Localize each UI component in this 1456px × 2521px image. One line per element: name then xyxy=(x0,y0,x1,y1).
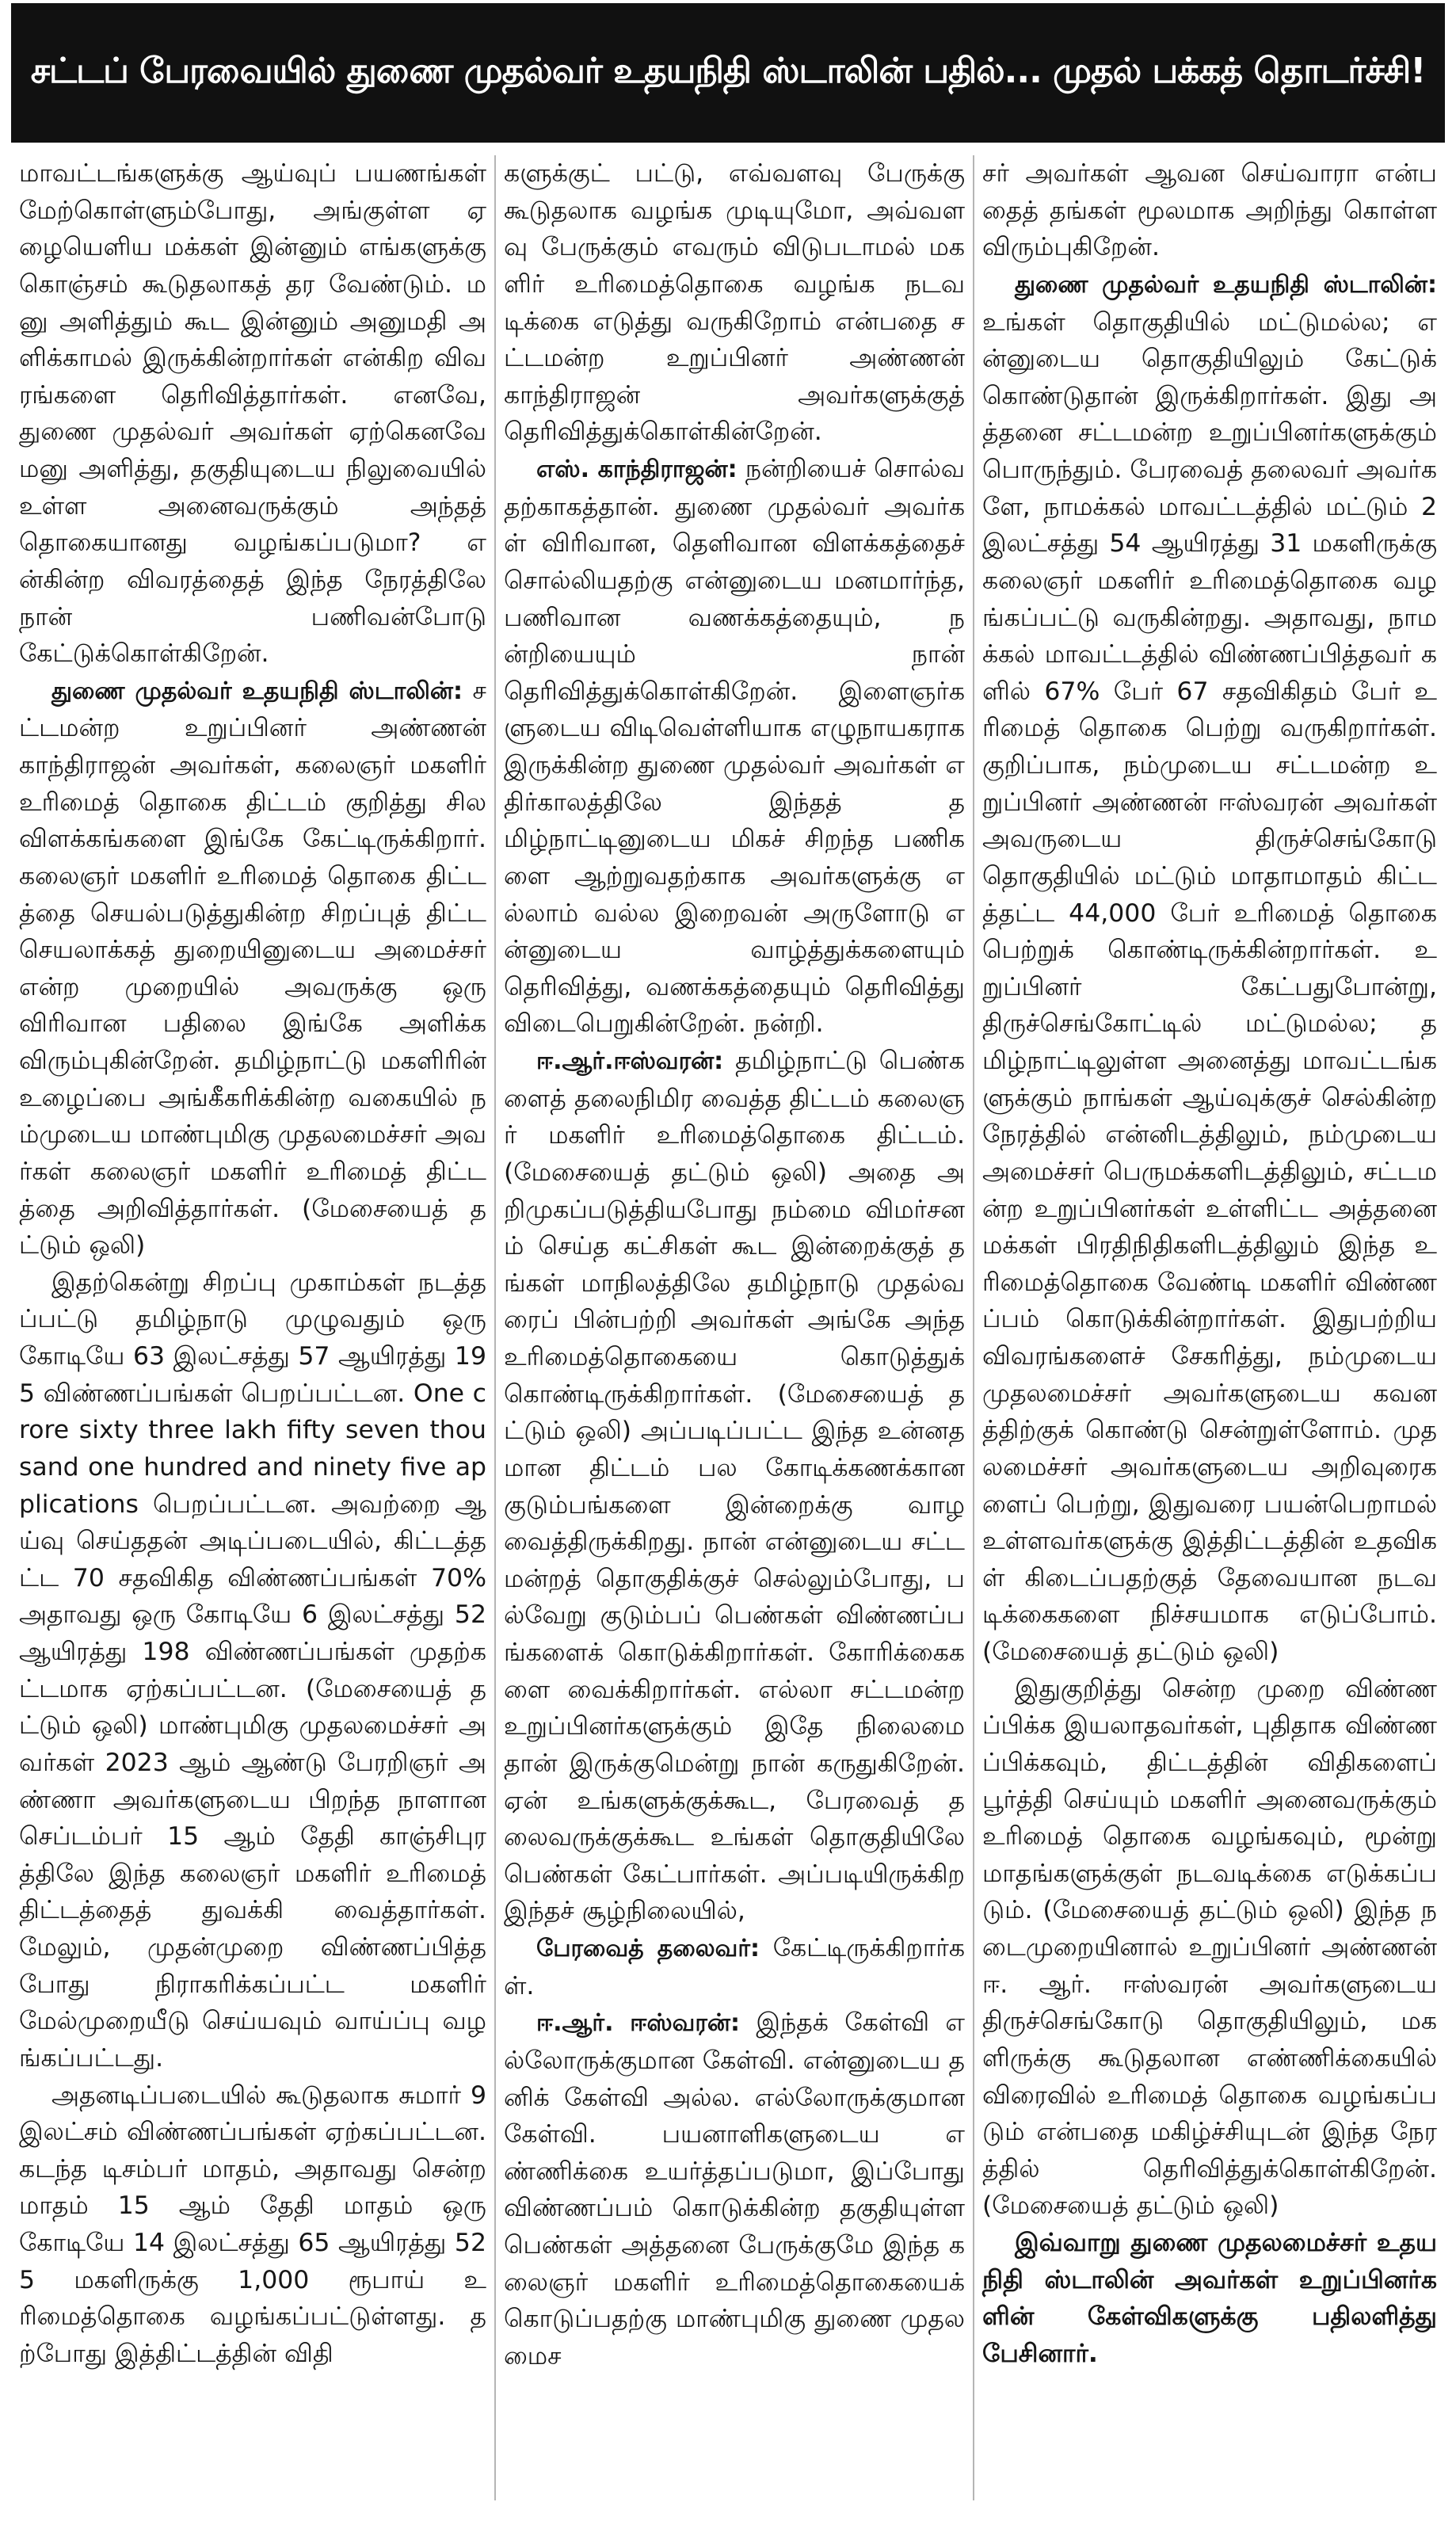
paragraph xyxy=(982,266,1437,1671)
speaker-name: ஈ.ஆர்.ஈஸ்வரன்: xyxy=(536,1047,724,1075)
speech-text: சட்டமன்ற உறுப்பினர் அண்ணன் காந்திராஜன் அவர்கள், கலைஞர் மகளிர் உரிமைத் தொகை திட்டம் குறித்து சில விளக்கங்களை இங்கே கேட்டிருக்கிறார். கலைஞர் மகளிர் உரிமைத் தொகை திட்டத்தை செயல்படுத்துகின்ற சிறப்புத் திட்ட செயலாக்கத் துறையினுடைய அமைச்சர் என்ற முறையில் அவருக்கு ஒரு விரிவான பதிலை இங்கே அளிக்க விரும்புகின்றேன். தமிழ்நாட்டு மகளிரின் உழைப்பை அங்கீகரிக்கின்ற வகையில் நம்முடைய மாண்புமிகு முதலமைச்சர் அவர்கள் கலைஞர் மகளிர் உரிமைத் திட்டத்தை அறிவித்தார்கள். (மேசையைத் தட்டும் ஒலி) xyxy=(19,676,486,1260)
paragraph: சர் அவர்கள் ஆவன செய்வாரா என்பதைத் தங்கள் மூலமாக அறிந்து கொள்ள விரும்புகிறேன். xyxy=(982,159,1437,262)
speaker-name: துணை முதல்வர் உதயநிதி ஸ்டாலின்: xyxy=(51,677,463,705)
paragraph xyxy=(504,1043,965,1930)
newspaper-page xyxy=(0,3,1456,2521)
speaker-name: துணை முதல்வர் உதயநிதி ஸ்டாலின்: xyxy=(1014,270,1437,299)
headline: சட்டப் பேரவையில் துணை முதல்வர் உதயநிதி ஸ்டாலின் பதில்... முதல் பக்கத் தொடர்ச்சி! xyxy=(30,50,1426,91)
headline-banner xyxy=(11,3,1445,143)
speech-text: தமிழ்நாட்டு பெண்களைத் தலைநிமிர வைத்த திட்டம் கலைஞர் மகளிர் உரிமைத்தொகை திட்டம். (மேசையைத் தட்டும் ஒலி) அதை அறிமுகப்படுத்தியபோது நம்மை விமர்சனம் செய்த கட்சிகள் கூட இன்றைக்குத் தங்கள் மாநிலத்திலே தமிழ்நாடு முதல்வரைப் பின்பற்றி அவர்கள் அங்கே அந்த உரிமைத்தொகையை கொடுத்துக் கொண்டிருக்கிறார்கள். (மேசையைத் தட்டும் ஒலி) அப்படிப்பட்ட இந்த உன்னதமான திட்டம் பல கோடிக்கணக்கான குடும்பங்களை இன்றைக்கு வாழ வைத்திருக்கிறது. நான் என்னுடைய சட்டமன்றத் தொகுதிக்குச் செல்லும்போது, பல்வேறு குடும்பப் பெண்கள் விண்ணப்பங்களைக் கொடுக்கிறார்கள். கோரிக்கைகளை வைக்கிறார்கள். எல்லா சட்டமன்ற உறுப்பினர்களுக்கும் இதே நிலைமை தான் இருக்குமென்று நான் கருதுகிறேன். ஏன் உங்களுக்குக்கூட, பேரவைத் தலைவருக்குக்கூட உங்கள் தொகுதியிலே பெண்கள் கேட்பார்கள். அப்படியிருக்கிற இந்தச் சூழ்நிலையில், xyxy=(504,1047,966,1926)
speech-text: நன்றியைச் சொல்வதற்காகத்தான். துணை முதல்வர் அவர்கள் விரிவான, தெளிவான விளக்கத்தைச் சொல்லியதற்கு என்னுடைய மனமார்ந்த, பணிவான வணக்கத்தையும், நன்றியையும் நான் தெரிவித்துக்கொள்கிறேன். இளைஞர்களுடைய விடிவெள்ளியாக எழுநாயகராக இருக்கின்ற துணை முதல்வர் அவர்கள் எதிர்காலத்திலே இந்தத் தமிழ்நாட்டினுடைய மிகச் சிறந்த பணிகளை ஆற்றுவதற்காக அவர்களுக்கு எல்லாம் வல்ல இறைவன் அருளோடு என்னுடைய வாழ்த்துக்களையும் தெரிவித்து, வணக்கத்தையும் தெரிவித்து விடைபெறுகின்றேன். நன்றி. xyxy=(504,455,965,1039)
paragraph: மாவட்டங்களுக்கு ஆய்வுப் பயணங்கள் மேற்கொள்ளும்போது, அங்குள்ள ஏழையெளிய மக்கள் இன்னும் எங்களுக்கு கொஞ்சம் கூடுதலாகத் தர வேண்டும். மனு அளித்தும் கூட இன்னும் அனுமதி அளிக்காமல் இருக்கின்றார்கள் என்கிற விவரங்களை தெரிவித்தார்கள். எனவே, துணை முதல்வர் அவர்கள் ஏற்கெனவே மனு அளித்து, தகுதியுடைய நிலுவையில் உள்ள அனைவருக்கும் அந்தத் தொகையானது வழங்கப்படுமா? என்கின்ற விவரத்தைத் இந்த நேரத்திலே நான் பணிவன்போடு கேட்டுக்கொள்கிறேன். xyxy=(19,159,486,669)
paragraph xyxy=(504,1930,965,2004)
speaker-name: பேரவைத் தலைவர்: xyxy=(536,1935,760,1962)
column-1 xyxy=(11,155,494,2500)
speaker-name: ஈ.ஆர். ஈஸ்வரன்: xyxy=(536,2009,740,2038)
speech-text: உங்கள் தொகுதியில் மட்டுமல்ல; என்னுடைய தொகுதியிலும் கேட்டுக் கொண்டுதான் இருக்கிறார்கள். இது அத்தனை சட்டமன்ற உறுப்பினர்களுக்கும் பொருந்தும். பேரவைத் தலைவர் அவர்களே, நாமக்கல் மாவட்டத்தில் மட்டும் 2 இலட்சத்து 54 ஆயிரத்து 31 மகளிருக்கு கலைஞர் மகளிர் உரிமைத்தொகை வழங்கப்பட்டு வருகின்றது. அதாவது, நாமக்கல் மாவட்டத்தில் விண்ணப்பித்தவர் களில் 67% பேர் 67 சதவிகிதம் பேர் உரிமைத் தொகை பெற்று வருகிறார்கள். குறிப்பாக, நம்முடைய சட்டமன்ற உறுப்பினர் அண்ணன் ஈஸ்வரன் அவர்கள் அவருடைய திருச்செங்கோடு தொகுதியில் மட்டும் மாதாமாதம் கிட்டத்தட்ட 44,000 பேர் உரிமைத் தொகை பெற்றுக் கொண்டிருக்கின்றார்கள். உறுப்பினர் கேட்பதுபோன்று, திருச்செங்கோட்டில் மட்டுமல்ல; தமிழ்நாட்டிலுள்ள அனைத்து மாவட்டங்களுக்கும் நாங்கள் ஆய்வுக்குச் செல்கின்ற நேரத்தில் என்னிடத்திலும், நம்முடைய அமைச்சர் பெருமக்களிடத்திலும், சட்டமன்ற உறுப்பினர்கள் உள்ளிட்ட அத்தனை மக்கள் பிரதிநிதிகளிடத்திலும் இந்த உரிமைத்தொகை வேண்டி மகளிர் விண்ணப்பம் கொடுக்கின்றார்கள். இதுபற்றிய விவரங்களைச் சேகரித்து, நம்முடைய முதலமைச்சர் அவர்களுடைய கவனத்திற்குக் கொண்டு சென்றுள்ளோம். முதலமைச்சர் அவர்களுடைய அறிவுரைகளைப் பெற்று, இதுவரை பயன்பெறாமல் உள்ளவர்களுக்கு இத்திட்டத்தின் உதவிகள் கிடைப்பதற்குத் தேவையான நடவடிக்கைகளை நிச்சயமாக எடுப்போம். (மேசையைத் தட்டும் ஒலி) xyxy=(982,307,1437,1666)
paragraph: அதனடிப்படையில் கூடுதலாக சுமார் 9 இலட்சம் விண்ணப்பங்கள் ஏற்கப்பட்டன. கடந்த டிசம்பர் மாதம், அதாவது சென்ற மாதம் 15 ஆம் தேதி மாதம் ஒரு கோடியே 14 இலட்சத்து 65 ஆயிரத்து 525 மகளிருக்கு 1,000 ரூபாய் உரிமைத்தொகை வழங்கப்பட்டுள்ளது. தற்போது இத்திட்டத்தின் விதி xyxy=(19,2080,486,2368)
paragraph xyxy=(504,451,965,1043)
paragraph: களுக்குட் பட்டு, எவ்வளவு பேருக்கு கூடுதலாக வழங்க முடியுமோ, அவ்வளவு பேருக்கும் எவரும் விடுபடாமல் மகளிர் உரிமைத்தொகை வழங்க நடவடிக்கை எடுத்து வருகிறோம் என்பதை சட்டமன்ற உறுப்பினர் அண்ணன் காந்திராஜன் அவர்களுக்குத் தெரிவித்துக்கொள்கின்றேன். xyxy=(504,159,965,447)
closing-paragraph: இவ்வாறு துணை முதலமைச்சர் உதயநிதி ஸ்டாலின் அவர்கள் உறுப்பினர்களின் கேள்விகளுக்கு பதிலளித்து பேசினார். xyxy=(982,2229,1437,2368)
paragraph xyxy=(19,673,486,1264)
paragraph: இதுகுறித்து சென்ற முறை விண்ணப்பிக்க இயலாதவர்கள், புதிதாக விண்ணப்பிக்கவும், திட்டத்தின் விதிகளைப் பூர்த்தி செய்யும் மகளிர் அனைவருக்கும் உரிமைத் தொகை வழங்கவும், மூன்று மாதங்களுக்குள் நடவடிக்கை எடுக்கப்படும். (மேசையைத் தட்டும் ஒலி) இந்த நடைமுறையினால் உறுப்பினர் அண்ணன் ஈ. ஆர். ஈஸ்வரன் அவர்களுடைய திருச்செங்கோடு தொகுதியிலும், மகளிருக்கு கூடுதலான எண்ணிக்கையில் விரைவில் உரிமைத் தொகை வழங்கப்படும் என்பதை மகிழ்ச்சியுடன் இந்த நேரத்தில் தெரிவித்துக்கொள்கிறேன். (மேசையைத் தட்டும் ஒலி) xyxy=(982,1674,1437,2221)
article-columns xyxy=(11,155,1445,2500)
column-3 xyxy=(973,155,1445,2500)
paragraph xyxy=(504,2004,965,2374)
speaker-name: எஸ். காந்திராஜன்: xyxy=(536,456,738,483)
column-2 xyxy=(494,155,973,2500)
speech-text: கேட்டிருக்கிறார்கள். xyxy=(504,1934,965,2000)
speech-text: இந்தக் கேள்வி எல்லோருக்குமான கேள்வி. என்னுடைய தனிக் கேள்வி அல்ல. எல்லோருக்குமான கேள்வி. பயனாளிகளுடைய எண்ணிக்கை உயர்த்தப்படுமா, இப்போது விண்ணப்பம் கொடுக்கின்ற தகுதியுள்ள பெண்கள் அத்தனை பேருக்குமே இந்த கலைஞர் மகளிர் உரிமைத்தொகையைக் கொடுப்பதற்கு மாண்புமிகு துணை முதலமைச xyxy=(504,2008,965,2370)
paragraph: இதற்கென்று சிறப்பு முகாம்கள் நடத்தப்பட்டு தமிழ்நாடு முழுவதும் ஒரு கோடியே 63 இலட்சத்து 57 ஆயிரத்து 195 விண்ணப்பங்கள் பெறப்பட்டன. One crore sixty three lakh fifty seven thousand one hundred and ninety five applications பெறப்பட்டன. அவற்றை ஆய்வு செய்ததன் அடிப்படையில், கிட்டத்தட்ட 70 சதவிகித விண்ணப்பங்கள் 70% அதாவது ஒரு கோடியே 6 இலட்சத்து 52 ஆயிரத்து 198 விண்ணப்பங்கள் முதற்கட்டமாக ஏற்கப்பட்டன. (மேசையைத் தட்டும் ஒலி) மாண்புமிகு முதலமைச்சர் அவர்கள் 2023 ஆம் ஆண்டு பேரறிஞர் அண்ணா அவர்களுடைய பிறந்த நாளான செப்டம்பர் 15 ஆம் தேதி காஞ்சிபுரத்திலே இந்த கலைஞர் மகளிர் உரிமைத் திட்டத்தைத் துவக்கி வைத்தார்கள். மேலும், முதன்முறை விண்ணப்பித்தபோது நிராகரிக்கப்பட்ட மகளிர் மேல்முறையீடு செய்யவும் வாய்ப்பு வழங்கப்பட்டது. xyxy=(19,1268,486,2073)
